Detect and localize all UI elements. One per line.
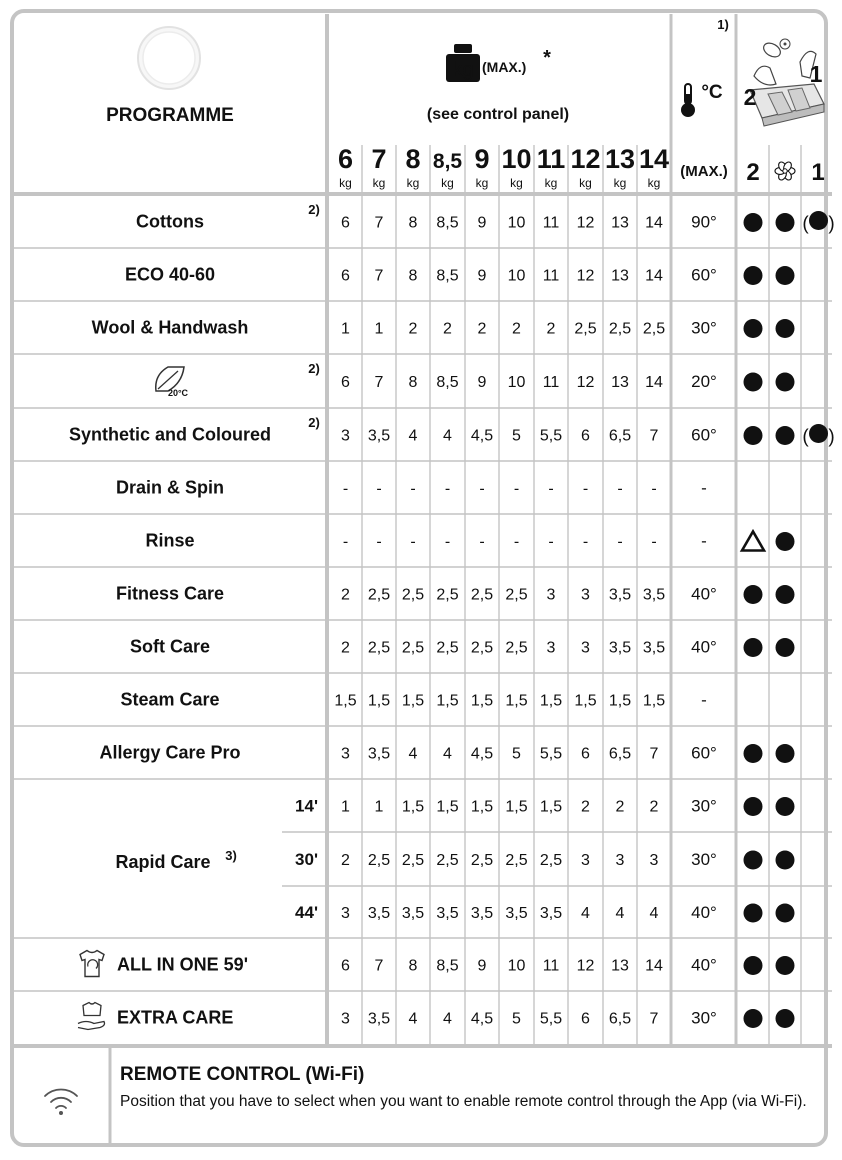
compartment-2-dot: [744, 213, 763, 232]
load-value: 3: [341, 1010, 350, 1028]
load-value: 7: [374, 267, 384, 285]
load-value: 7: [649, 1010, 659, 1028]
load-value: 1,5: [608, 692, 632, 710]
load-value: 8,5: [436, 957, 459, 975]
load-value: 12: [576, 267, 595, 285]
softener-dot: [776, 744, 795, 763]
capacity-value: 8: [405, 144, 421, 174]
compartment-2-dot: [744, 373, 763, 392]
load-value: -: [410, 533, 416, 551]
load-value: -: [548, 533, 554, 551]
programme-note: 2): [308, 361, 320, 376]
compartment-1-label: 1: [811, 159, 825, 186]
capacity-unit: kg: [372, 176, 386, 190]
programme-name: Cottons: [136, 211, 204, 232]
load-value: -: [651, 480, 657, 498]
compartment-2-dot: [744, 638, 763, 657]
load-value: 2: [615, 798, 625, 816]
remote-control-title: REMOTE CONTROL (Wi-Fi): [120, 1064, 365, 1085]
load-value: 11: [542, 267, 560, 285]
load-value: 13: [611, 957, 629, 975]
load-value: 3: [546, 639, 556, 657]
load-value: 2: [649, 798, 659, 816]
temp-note: 1): [717, 17, 729, 32]
optional-paren-open: (: [802, 426, 809, 448]
optional-paren-open: (: [802, 213, 809, 235]
load-value: 3,5: [608, 639, 632, 657]
load-value: 3: [546, 586, 556, 604]
load-value: 2,5: [401, 639, 425, 657]
load-value: 2,5: [470, 586, 494, 604]
softener-dot: [776, 1009, 795, 1028]
load-value: 7: [374, 957, 384, 975]
load-value: 12: [576, 957, 595, 975]
load-value: -: [582, 480, 589, 498]
load-value: 1,5: [367, 692, 391, 710]
max-temperature: 60°: [691, 265, 717, 285]
asterisk-note: *: [543, 47, 551, 69]
load-value: 3,5: [642, 586, 666, 604]
load-value: 9: [477, 267, 487, 285]
load-value: 2: [408, 320, 418, 338]
programme-note: 2): [308, 202, 320, 217]
capacity-value: 13: [604, 144, 636, 174]
load-value: 2,5: [505, 639, 528, 657]
load-value: 4: [443, 745, 452, 763]
load-value: 3,5: [367, 745, 391, 763]
load-value: 1,5: [505, 692, 528, 710]
load-value: 3: [341, 745, 350, 763]
load-value: 2,5: [436, 586, 459, 604]
max-temperature: 30°: [691, 850, 717, 869]
capacity-value: 6: [337, 144, 354, 174]
iron-20c-label: 20°C: [167, 388, 189, 398]
load-value: 4,5: [470, 427, 494, 445]
load-value: 10: [507, 374, 526, 391]
softener-dot: [776, 266, 795, 285]
capacity-value: 9: [474, 144, 490, 174]
load-value: 13: [611, 374, 629, 391]
softener-dot: [776, 956, 795, 975]
capacity-value: 11: [536, 144, 566, 174]
compartment-2-dot: [744, 904, 763, 923]
load-value: 7: [649, 745, 659, 763]
load-value: 9: [477, 957, 487, 975]
load-value: -: [444, 533, 451, 551]
load-value: 10: [507, 214, 526, 232]
capacity-value: 12: [570, 144, 601, 174]
optional-paren-close: ): [828, 213, 835, 235]
load-value: 4: [408, 745, 418, 763]
compartment-1-optional-dot: [809, 424, 828, 443]
load-value: 1: [341, 320, 350, 338]
load-value: 3,5: [539, 905, 563, 922]
max-temperature: -: [701, 690, 707, 710]
load-value: -: [376, 533, 382, 551]
load-value: 6: [341, 957, 350, 975]
load-value: -: [410, 480, 416, 498]
load-value: 8,5: [436, 214, 459, 232]
load-value: 1: [341, 798, 350, 816]
load-value: 2,5: [608, 320, 632, 338]
load-value: 2: [581, 798, 590, 816]
softener-flower-icon: [775, 161, 795, 182]
load-value: 1,5: [642, 692, 666, 710]
load-value: 3: [581, 852, 590, 869]
programme-name: Fitness Care: [115, 583, 225, 604]
load-value: 2,5: [401, 586, 425, 604]
load-value: 11: [542, 214, 560, 232]
rapid-duration: 14': [295, 796, 318, 816]
programme-note: 2): [308, 415, 320, 430]
load-value: 6,5: [608, 427, 632, 445]
programme-name: ECO 40-60: [124, 264, 216, 285]
load-value: -: [617, 533, 623, 551]
load-value: 2,5: [401, 852, 425, 869]
compartment-2-dot: [744, 266, 763, 285]
rapid-care-note: 3): [225, 848, 237, 863]
compartment-2-dot: [744, 797, 763, 816]
load-value: 2,5: [470, 639, 494, 657]
load-value: 1,5: [436, 692, 459, 710]
softener-dot: [776, 319, 795, 338]
softener-dot: [776, 532, 795, 551]
load-value: 1,5: [334, 692, 357, 710]
load-value: 3: [649, 852, 659, 869]
programme-name: Wool & Handwash: [91, 317, 249, 338]
rapid-care-name: Rapid Care: [115, 852, 211, 872]
max-temperature: 30°: [691, 796, 717, 816]
load-value: 7: [374, 374, 384, 391]
load-value: -: [513, 480, 520, 498]
load-value: 12: [576, 214, 595, 232]
load-value: 2,5: [367, 639, 391, 657]
load-value: 3: [581, 586, 590, 604]
see-control-panel: (see control panel): [426, 106, 570, 123]
load-value: 14: [645, 267, 663, 285]
load-value: 4: [649, 905, 659, 922]
load-value: 3: [341, 905, 350, 922]
capacity-unit: kg: [613, 176, 627, 190]
compartment-2-dot: [744, 319, 763, 338]
capacity-unit: kg: [544, 176, 558, 190]
load-value: 1: [374, 320, 384, 338]
programme-name: Drain & Spin: [115, 477, 225, 498]
max-temperature: 60°: [691, 425, 717, 445]
load-value: 3,5: [505, 905, 528, 922]
compartment-2-dot: [744, 956, 763, 975]
compartment-2-dot: [744, 744, 763, 763]
load-value: 3,5: [401, 905, 425, 922]
programme-name: Steam Care: [120, 689, 220, 710]
load-value: 3: [581, 639, 590, 657]
load-value: 5: [512, 427, 521, 445]
capacity-unit: kg: [475, 176, 489, 190]
softener-dot: [776, 373, 795, 392]
load-value: 3,5: [470, 905, 494, 922]
load-value: 6: [581, 1010, 590, 1028]
softener-dot: [776, 426, 795, 445]
load-value: 4: [408, 427, 418, 445]
load-value: 5,5: [539, 427, 563, 445]
load-value: 6: [341, 214, 350, 232]
load-value: 8: [408, 957, 418, 975]
load-value: 6,5: [608, 745, 632, 763]
programme-heading: PROGRAMME: [106, 105, 234, 126]
max-temperature: 40°: [691, 584, 717, 604]
load-value: 3,5: [642, 639, 666, 657]
thermometer-fill: [686, 94, 690, 106]
load-value: 7: [649, 427, 659, 445]
load-value: 2,5: [436, 852, 459, 869]
load-value: -: [444, 480, 451, 498]
load-value: 2,5: [642, 320, 666, 338]
compartment-2-dot: [744, 585, 763, 604]
load-value: 13: [611, 267, 629, 285]
capacity-value: 10: [501, 144, 532, 174]
load-value: 2: [546, 320, 556, 338]
load-value: -: [342, 480, 349, 498]
capacity-unit: kg: [510, 176, 523, 190]
programme-name: EXTRA CARE: [117, 1007, 234, 1028]
load-value: 1,5: [539, 798, 563, 816]
load-value: -: [548, 480, 554, 498]
load-value: 7: [374, 214, 384, 232]
load-value: 1,5: [574, 692, 597, 710]
max-temperature: 90°: [691, 212, 717, 232]
load-value: 3,5: [436, 905, 459, 922]
load-value: 1,5: [436, 798, 459, 816]
load-value: 4: [443, 427, 452, 445]
load-value: 2,5: [367, 586, 391, 604]
load-value: 6: [341, 374, 350, 391]
softener-dot: [776, 851, 795, 870]
compartment-2-triangle: [742, 532, 764, 551]
load-value: 4: [408, 1010, 418, 1028]
max-temperature: 60°: [691, 743, 717, 763]
capacity-value: 8,5: [432, 150, 463, 173]
load-value: 2,5: [539, 852, 563, 869]
max-temperature: 30°: [691, 1008, 717, 1028]
capacity-value: 14: [638, 144, 670, 174]
load-value: 8,5: [436, 374, 459, 391]
optional-paren-close: ): [828, 426, 835, 448]
load-value: -: [513, 533, 520, 551]
load-value: 1,5: [505, 798, 528, 816]
load-value: 1: [374, 798, 384, 816]
softener-dot: [776, 213, 795, 232]
compartment-1-optional-dot: [809, 211, 828, 230]
load-value: 6: [341, 267, 350, 285]
load-value: 1,5: [539, 692, 563, 710]
load-value: 5,5: [539, 1010, 563, 1028]
max-temperature: 20°: [691, 372, 717, 391]
load-value: 4: [615, 905, 625, 922]
capacity-unit: kg: [441, 176, 454, 190]
temp-max-label: (MAX.): [680, 163, 728, 180]
load-value: 3: [341, 427, 350, 445]
load-value: 2,5: [436, 639, 459, 657]
softener-dot: [776, 904, 795, 923]
load-value: 4,5: [470, 745, 494, 763]
load-value: 9: [477, 214, 487, 232]
max-temperature: 40°: [691, 955, 717, 975]
compartment-2-label: 2: [746, 159, 760, 186]
load-value: 3,5: [367, 427, 391, 445]
rapid-duration: 30': [295, 850, 318, 869]
load-value: 8: [408, 267, 418, 285]
load-value: 11: [542, 374, 560, 391]
load-value: 8: [408, 214, 418, 232]
load-value: 2,5: [505, 852, 528, 869]
rapid-duration: 44': [295, 903, 318, 922]
programme-name: Allergy Care Pro: [99, 742, 241, 763]
load-value: 1,5: [470, 692, 494, 710]
load-value: 8: [408, 374, 418, 391]
compartment-2-dot: [744, 1009, 763, 1028]
load-value: 3,5: [367, 905, 391, 922]
load-value: 4: [443, 1010, 452, 1028]
hand-garment-icon: [78, 1003, 105, 1030]
load-value: 14: [645, 957, 663, 975]
wifi-icon: [45, 1090, 77, 1115]
load-value: -: [582, 533, 589, 551]
capacity-unit: kg: [406, 176, 420, 190]
load-value: 14: [645, 214, 663, 232]
softener-dot: [776, 638, 795, 657]
load-value: 6: [581, 427, 590, 445]
compartment-2-dot: [744, 851, 763, 870]
load-value: 1,5: [401, 798, 425, 816]
load-value: 5: [512, 1010, 521, 1028]
max-temperature: 30°: [691, 318, 717, 338]
capacity-unit: kg: [579, 176, 592, 190]
load-value: 9: [477, 374, 487, 391]
remote-control-description: Position that you have to select when you want to enable remote control through the App (via Wi-Fi).: [120, 1093, 807, 1110]
max-temperature: -: [701, 531, 707, 551]
load-value: 4,5: [470, 1010, 494, 1028]
load-value: 2: [341, 586, 350, 604]
load-value: 3,5: [367, 1010, 391, 1028]
load-value: 2: [443, 320, 452, 338]
max-load-label: (MAX.): [482, 59, 527, 75]
load-value: 10: [507, 267, 526, 285]
load-value: 12: [576, 374, 595, 391]
load-value: -: [342, 533, 349, 551]
load-value: 4: [581, 905, 590, 922]
load-value: 2,5: [505, 586, 528, 604]
kg-weight-handle: [454, 44, 472, 53]
programme-name: Rinse: [145, 530, 195, 551]
softener-dot: [776, 797, 795, 816]
load-value: 6,5: [608, 1010, 632, 1028]
load-value: 2: [512, 320, 521, 338]
load-value: 6: [581, 745, 590, 763]
programme-knob-inner: [143, 32, 195, 84]
load-value: 2: [477, 320, 487, 338]
load-value: -: [376, 480, 382, 498]
load-value: -: [617, 480, 623, 498]
load-value: -: [651, 533, 657, 551]
softener-dot: [776, 585, 795, 604]
load-value: 13: [611, 214, 629, 232]
shirt-cycle-icon: [80, 951, 104, 977]
load-value: 2,5: [367, 852, 391, 869]
load-value: 2: [341, 852, 350, 869]
load-value: 11: [542, 957, 560, 975]
load-value: 2: [341, 639, 350, 657]
max-temperature: 40°: [691, 903, 717, 922]
load-value: 3: [615, 852, 625, 869]
load-value: -: [479, 480, 485, 498]
load-value: -: [479, 533, 485, 551]
load-value: 2,5: [470, 852, 494, 869]
temp-unit: °C: [701, 82, 723, 103]
load-value: 10: [507, 957, 526, 975]
capacity-unit: kg: [647, 176, 661, 190]
load-value: 8,5: [436, 267, 459, 285]
programme-name: ALL IN ONE 59': [117, 954, 248, 975]
capacity-value: 7: [371, 144, 387, 174]
capacity-unit: kg: [339, 176, 352, 190]
compartment-2-dot: [744, 426, 763, 445]
dispenser-label-1: 1: [809, 61, 823, 87]
max-temperature: -: [701, 478, 707, 498]
dispenser-label-2: 2: [743, 84, 757, 110]
svg-text:kg: kg: [452, 59, 474, 81]
load-value: 3,5: [608, 586, 632, 604]
max-temperature: 40°: [691, 637, 717, 657]
load-value: 14: [645, 374, 663, 391]
load-value: 5: [512, 745, 521, 763]
load-value: 2,5: [574, 320, 597, 338]
programme-name: Synthetic and Coloured: [68, 424, 272, 445]
load-value: 5,5: [539, 745, 563, 763]
programme-name: Soft Care: [129, 636, 211, 657]
load-value: 1,5: [470, 798, 494, 816]
load-value: 1,5: [401, 692, 425, 710]
